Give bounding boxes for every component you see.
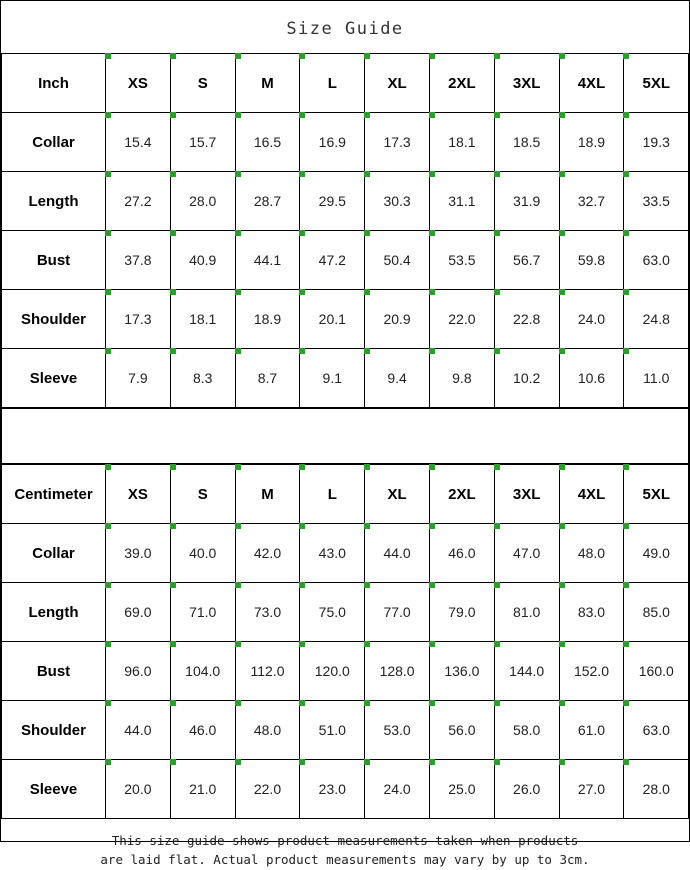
- measurement-cell: 22.8: [494, 290, 559, 349]
- column-header-5xl: 5XL: [624, 465, 689, 524]
- cell-corner-mark: [364, 171, 370, 177]
- measurement-cell: 16.9: [300, 113, 365, 172]
- measurement-cell: 27.0: [559, 760, 624, 819]
- cell-corner-mark: [559, 523, 565, 529]
- cell-corner-mark: [170, 700, 176, 706]
- cell-corner-mark: [494, 464, 500, 470]
- measurement-cell: 50.4: [365, 231, 430, 290]
- cell-corner-mark: [364, 348, 370, 354]
- page-title: Size Guide: [286, 19, 404, 39]
- table-row: [2, 760, 689, 819]
- measurement-cell: 28.0: [624, 760, 689, 819]
- cell-corner-mark: [364, 641, 370, 647]
- measurement-cell: 44.0: [365, 524, 430, 583]
- row-label: Sleeve: [2, 349, 106, 408]
- measurement-cell: 17.3: [106, 290, 171, 349]
- measurement-cell: 20.1: [300, 290, 365, 349]
- measurement-cell: 18.1: [429, 113, 494, 172]
- cell-corner-mark: [429, 348, 435, 354]
- measurement-cell: 33.5: [624, 172, 689, 231]
- table-row: [2, 524, 689, 583]
- measurement-cell: 15.7: [170, 113, 235, 172]
- measurement-cell: 79.0: [429, 583, 494, 642]
- column-header-3xl: 3XL: [494, 54, 559, 113]
- measurement-cell: 63.0: [624, 701, 689, 760]
- cell-corner-mark: [105, 464, 111, 470]
- cell-corner-mark: [429, 289, 435, 295]
- cell-corner-mark: [299, 464, 305, 470]
- measurement-cell: 16.5: [235, 113, 300, 172]
- measurement-cell: 77.0: [365, 583, 430, 642]
- measurement-cell: 8.3: [170, 349, 235, 408]
- cell-corner-mark: [364, 230, 370, 236]
- cell-corner-mark: [494, 112, 500, 118]
- measurement-cell: 20.9: [365, 290, 430, 349]
- cell-corner-mark: [299, 53, 305, 59]
- cell-corner-mark: [623, 348, 629, 354]
- measurement-cell: 20.0: [106, 760, 171, 819]
- measurement-cell: 85.0: [624, 583, 689, 642]
- cell-corner-mark: [494, 582, 500, 588]
- cell-corner-mark: [623, 700, 629, 706]
- column-header-m: M: [235, 465, 300, 524]
- measurement-cell: 22.0: [429, 290, 494, 349]
- cell-corner-mark: [235, 582, 241, 588]
- cell-corner-mark: [623, 289, 629, 295]
- column-header-xs: XS: [106, 54, 171, 113]
- measurement-cell: 25.0: [429, 760, 494, 819]
- measurement-cell: 46.0: [170, 701, 235, 760]
- cell-corner-mark: [170, 464, 176, 470]
- measurement-cell: 11.0: [624, 349, 689, 408]
- column-header-4xl: 4XL: [559, 54, 624, 113]
- measurement-cell: 32.7: [559, 172, 624, 231]
- row-label: Shoulder: [2, 290, 106, 349]
- row-label: Length: [2, 172, 106, 231]
- measurement-cell: 160.0: [624, 642, 689, 701]
- cell-corner-mark: [429, 53, 435, 59]
- measurement-cell: 28.7: [235, 172, 300, 231]
- table-row: [2, 701, 689, 760]
- measurement-cell: 24.8: [624, 290, 689, 349]
- measurement-cell: 75.0: [300, 583, 365, 642]
- cell-corner-mark: [494, 289, 500, 295]
- cell-corner-mark: [364, 53, 370, 59]
- cell-corner-mark: [299, 582, 305, 588]
- cell-corner-mark: [364, 464, 370, 470]
- cell-corner-mark: [105, 641, 111, 647]
- table-row: [2, 172, 689, 231]
- cell-corner-mark: [170, 523, 176, 529]
- measurement-cell: 26.0: [494, 760, 559, 819]
- cell-corner-mark: [235, 171, 241, 177]
- measurement-cell: 128.0: [365, 642, 430, 701]
- cell-corner-mark: [429, 171, 435, 177]
- cell-corner-mark: [235, 230, 241, 236]
- measurement-cell: 71.0: [170, 583, 235, 642]
- measurement-cell: 23.0: [300, 760, 365, 819]
- measurement-cell: 31.9: [494, 172, 559, 231]
- table-row: [2, 231, 689, 290]
- cell-corner-mark: [559, 348, 565, 354]
- table-row: [2, 290, 689, 349]
- cell-corner-mark: [494, 641, 500, 647]
- cell-corner-mark: [623, 759, 629, 765]
- measurement-cell: 58.0: [494, 701, 559, 760]
- table-row: [2, 583, 689, 642]
- cell-corner-mark: [623, 464, 629, 470]
- cell-corner-mark: [170, 348, 176, 354]
- row-label: Collar: [2, 113, 106, 172]
- measurement-cell: 104.0: [170, 642, 235, 701]
- table-header-row: [2, 54, 689, 113]
- cell-corner-mark: [235, 112, 241, 118]
- row-label: Sleeve: [2, 760, 106, 819]
- column-header-4xl: 4XL: [559, 465, 624, 524]
- measurement-cell: 39.0: [106, 524, 171, 583]
- cell-corner-mark: [235, 700, 241, 706]
- measurement-cell: 56.7: [494, 231, 559, 290]
- cell-corner-mark: [299, 230, 305, 236]
- cell-corner-mark: [364, 700, 370, 706]
- cell-corner-mark: [429, 464, 435, 470]
- column-header-3xl: 3XL: [494, 465, 559, 524]
- measurement-cell: 53.0: [365, 701, 430, 760]
- measurement-cell: 22.0: [235, 760, 300, 819]
- measurement-cell: 24.0: [365, 760, 430, 819]
- cell-corner-mark: [494, 348, 500, 354]
- measurement-cell: 59.8: [559, 231, 624, 290]
- cell-corner-mark: [170, 112, 176, 118]
- measurement-cell: 37.8: [106, 231, 171, 290]
- row-label: Bust: [2, 642, 106, 701]
- cell-corner-mark: [494, 523, 500, 529]
- cell-corner-mark: [299, 700, 305, 706]
- unit-header: Inch: [2, 54, 106, 113]
- measurement-cell: 17.3: [365, 113, 430, 172]
- measurement-cell: 46.0: [429, 524, 494, 583]
- measurement-cell: 40.9: [170, 231, 235, 290]
- cell-corner-mark: [429, 230, 435, 236]
- measurement-cell: 15.4: [106, 113, 171, 172]
- measurement-cell: 8.7: [235, 349, 300, 408]
- measurement-cell: 30.3: [365, 172, 430, 231]
- measurement-cell: 152.0: [559, 642, 624, 701]
- measurement-cell: 83.0: [559, 583, 624, 642]
- measurement-cell: 21.0: [170, 760, 235, 819]
- cell-corner-mark: [623, 582, 629, 588]
- column-header-2xl: 2XL: [429, 54, 494, 113]
- measurement-cell: 61.0: [559, 701, 624, 760]
- measurement-cell: 9.4: [365, 349, 430, 408]
- cell-corner-mark: [299, 759, 305, 765]
- size-table-inch-body: [2, 54, 689, 408]
- cell-corner-mark: [299, 171, 305, 177]
- cell-corner-mark: [105, 523, 111, 529]
- table-row: [2, 642, 689, 701]
- measurement-cell: 48.0: [559, 524, 624, 583]
- cell-corner-mark: [623, 641, 629, 647]
- measurement-cell: 81.0: [494, 583, 559, 642]
- column-header-2xl: 2XL: [429, 465, 494, 524]
- column-header-xl: XL: [365, 54, 430, 113]
- cell-corner-mark: [429, 523, 435, 529]
- column-header-s: S: [170, 54, 235, 113]
- cell-corner-mark: [429, 700, 435, 706]
- cell-corner-mark: [623, 53, 629, 59]
- cell-corner-mark: [105, 171, 111, 177]
- measurement-cell: 44.1: [235, 231, 300, 290]
- measurement-cell: 112.0: [235, 642, 300, 701]
- measurement-cell: 44.0: [106, 701, 171, 760]
- cell-corner-mark: [105, 700, 111, 706]
- measurement-cell: 7.9: [106, 349, 171, 408]
- cell-corner-mark: [364, 523, 370, 529]
- cell-corner-mark: [105, 230, 111, 236]
- measurement-cell: 73.0: [235, 583, 300, 642]
- measurement-cell: 48.0: [235, 701, 300, 760]
- unit-header: Centimeter: [2, 465, 106, 524]
- measurement-cell: 10.2: [494, 349, 559, 408]
- column-header-xs: XS: [106, 465, 171, 524]
- cell-corner-mark: [559, 700, 565, 706]
- cell-corner-mark: [235, 464, 241, 470]
- size-table-centimeter: [1, 464, 689, 819]
- measurement-cell: 120.0: [300, 642, 365, 701]
- cell-corner-mark: [170, 171, 176, 177]
- cell-corner-mark: [299, 289, 305, 295]
- cell-corner-mark: [170, 582, 176, 588]
- table-separator: [1, 408, 689, 464]
- size-table-centimeter-body: [2, 465, 689, 819]
- measurement-cell: 40.0: [170, 524, 235, 583]
- cell-corner-mark: [559, 641, 565, 647]
- cell-corner-mark: [559, 582, 565, 588]
- measurement-cell: 136.0: [429, 642, 494, 701]
- measurement-cell: 24.0: [559, 290, 624, 349]
- cell-corner-mark: [364, 112, 370, 118]
- cell-corner-mark: [105, 759, 111, 765]
- cell-corner-mark: [170, 53, 176, 59]
- column-header-xl: XL: [365, 465, 430, 524]
- cell-corner-mark: [559, 171, 565, 177]
- row-label: Collar: [2, 524, 106, 583]
- measurement-cell: 10.6: [559, 349, 624, 408]
- cell-corner-mark: [299, 348, 305, 354]
- measurement-cell: 49.0: [624, 524, 689, 583]
- measurement-cell: 27.2: [106, 172, 171, 231]
- cell-corner-mark: [623, 171, 629, 177]
- cell-corner-mark: [559, 230, 565, 236]
- measurement-cell: 53.5: [429, 231, 494, 290]
- cell-corner-mark: [235, 289, 241, 295]
- cell-corner-mark: [559, 289, 565, 295]
- measurement-cell: 31.1: [429, 172, 494, 231]
- table-row: [2, 113, 689, 172]
- cell-corner-mark: [364, 289, 370, 295]
- row-label: Shoulder: [2, 701, 106, 760]
- cell-corner-mark: [235, 523, 241, 529]
- cell-corner-mark: [623, 112, 629, 118]
- footer-line-1: This size guide shows product measurements taken when products: [111, 833, 579, 848]
- cell-corner-mark: [559, 759, 565, 765]
- cell-corner-mark: [429, 641, 435, 647]
- cell-corner-mark: [105, 112, 111, 118]
- cell-corner-mark: [364, 582, 370, 588]
- measurement-cell: 42.0: [235, 524, 300, 583]
- cell-corner-mark: [494, 171, 500, 177]
- cell-corner-mark: [105, 348, 111, 354]
- table-row: [2, 349, 689, 408]
- cell-corner-mark: [364, 759, 370, 765]
- measurement-cell: 51.0: [300, 701, 365, 760]
- measurement-cell: 43.0: [300, 524, 365, 583]
- cell-corner-mark: [235, 53, 241, 59]
- measurement-cell: 28.0: [170, 172, 235, 231]
- cell-corner-mark: [494, 230, 500, 236]
- cell-corner-mark: [235, 641, 241, 647]
- measurement-cell: 18.5: [494, 113, 559, 172]
- cell-corner-mark: [494, 700, 500, 706]
- cell-corner-mark: [170, 230, 176, 236]
- row-label: Bust: [2, 231, 106, 290]
- size-table-inch: [1, 53, 689, 408]
- footer-line-2: are laid flat. Actual product measurements may vary by up to 3cm.: [100, 852, 590, 868]
- cell-corner-mark: [299, 641, 305, 647]
- cell-corner-mark: [494, 53, 500, 59]
- cell-corner-mark: [623, 523, 629, 529]
- measurement-cell: 69.0: [106, 583, 171, 642]
- cell-corner-mark: [559, 53, 565, 59]
- measurement-cell: 18.9: [235, 290, 300, 349]
- measurement-cell: 18.1: [170, 290, 235, 349]
- column-header-s: S: [170, 465, 235, 524]
- cell-corner-mark: [105, 53, 111, 59]
- cell-corner-mark: [170, 641, 176, 647]
- column-header-l: L: [300, 465, 365, 524]
- footer-note: [1, 819, 689, 870]
- measurement-cell: 63.0: [624, 231, 689, 290]
- cell-corner-mark: [105, 582, 111, 588]
- cell-corner-mark: [623, 230, 629, 236]
- measurement-cell: 18.9: [559, 113, 624, 172]
- row-label: Length: [2, 583, 106, 642]
- measurement-cell: 144.0: [494, 642, 559, 701]
- cell-corner-mark: [559, 112, 565, 118]
- column-header-l: L: [300, 54, 365, 113]
- cell-corner-mark: [299, 523, 305, 529]
- cell-corner-mark: [105, 289, 111, 295]
- column-header-m: M: [235, 54, 300, 113]
- measurement-cell: 96.0: [106, 642, 171, 701]
- measurement-cell: 56.0: [429, 701, 494, 760]
- cell-corner-mark: [559, 464, 565, 470]
- measurement-cell: 9.1: [300, 349, 365, 408]
- measurement-cell: 29.5: [300, 172, 365, 231]
- cell-corner-mark: [494, 759, 500, 765]
- cell-corner-mark: [429, 582, 435, 588]
- cell-corner-mark: [235, 348, 241, 354]
- cell-corner-mark: [429, 112, 435, 118]
- cell-corner-mark: [235, 759, 241, 765]
- cell-corner-mark: [170, 759, 176, 765]
- cell-corner-mark: [170, 289, 176, 295]
- measurement-cell: 19.3: [624, 113, 689, 172]
- cell-corner-mark: [429, 759, 435, 765]
- cell-corner-mark: [299, 112, 305, 118]
- measurement-cell: 47.2: [300, 231, 365, 290]
- column-header-5xl: 5XL: [624, 54, 689, 113]
- table-header-row: [2, 465, 689, 524]
- measurement-cell: 47.0: [494, 524, 559, 583]
- measurement-cell: 9.8: [429, 349, 494, 408]
